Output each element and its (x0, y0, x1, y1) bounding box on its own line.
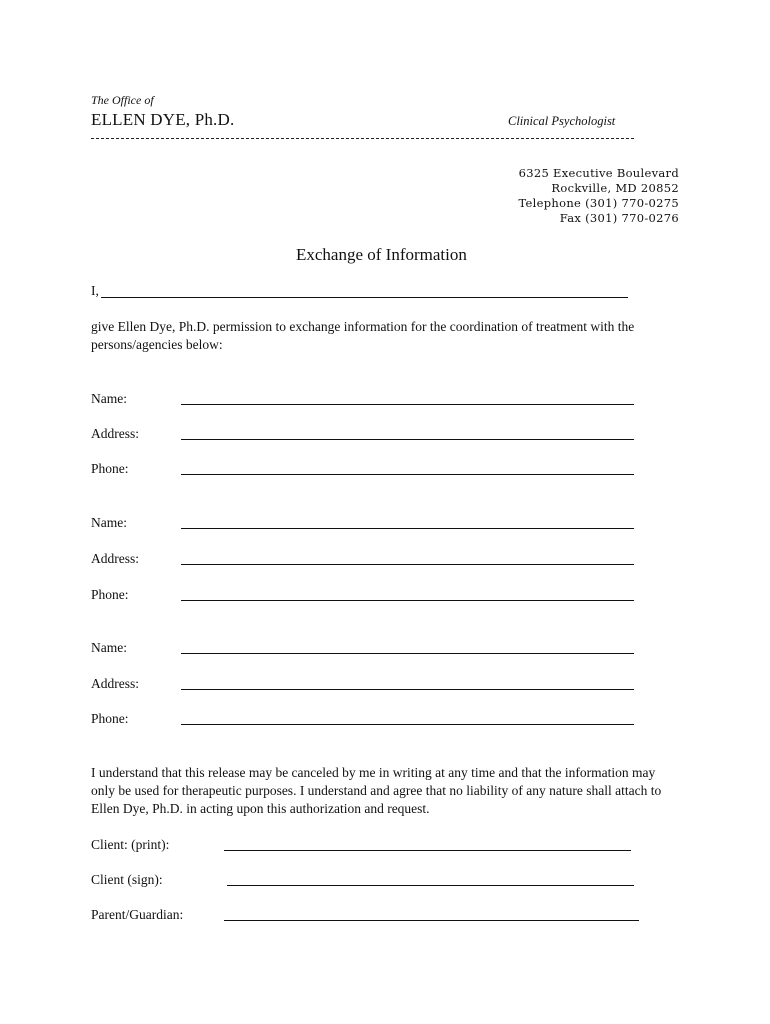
contact-3-address-blank[interactable] (181, 689, 634, 690)
contact-2-address-label: Address: (91, 551, 139, 566)
office-of-label: The Office of (91, 93, 154, 107)
contact-3-phone-label: Phone: (91, 711, 129, 726)
address-telephone: Telephone (301) 770-0275 (518, 196, 679, 210)
contact-3-name-label: Name: (91, 640, 127, 655)
address-city: Rockville, MD 20852 (551, 181, 679, 195)
parent-guardian-blank[interactable] (224, 920, 639, 921)
practitioner-name: ELLEN DYE, Ph.D. (91, 110, 235, 129)
contact-3-phone-blank[interactable] (181, 724, 634, 725)
document-title: Exchange of Information (296, 245, 467, 264)
contact-3-name-blank[interactable] (181, 653, 634, 654)
parent-guardian-label: Parent/Guardian: (91, 907, 184, 922)
address-fax: Fax (301) 770-0276 (559, 211, 679, 225)
client-sign-label: Client (sign): (91, 872, 163, 887)
contact-1-address-blank[interactable] (181, 439, 634, 440)
contact-2-address-blank[interactable] (181, 564, 634, 565)
contact-2-name-blank[interactable] (181, 528, 634, 529)
contact-2-phone-blank[interactable] (181, 600, 634, 601)
permission-paragraph: give Ellen Dye, Ph.D. permission to exchange information for the coordination of treatment with the persons/agencies below: (91, 319, 635, 352)
contact-1-name-label: Name: (91, 391, 127, 406)
contact-2-name-label: Name: (91, 515, 127, 530)
contact-1-name-blank[interactable] (181, 404, 634, 405)
address-street: 6325 Executive Boulevard (518, 166, 679, 180)
address-block (419, 166, 679, 226)
i-prefix: I, (91, 283, 99, 298)
contact-3-address-label: Address: (91, 676, 139, 691)
contact-2-phone-label: Phone: (91, 587, 129, 602)
header-divider (91, 138, 634, 139)
client-sign-blank[interactable] (227, 885, 634, 886)
client-print-label: Client: (print): (91, 837, 170, 852)
contact-1-phone-label: Phone: (91, 461, 129, 476)
client-print-blank[interactable] (224, 850, 631, 851)
release-paragraph: I understand that this release may be canceled by me in writing at any time and that the information may only be used for therapeutic purposes. I understand and agree that no liability of any nature shall attach to Ellen Dye, Ph.D. in acting upon this authorization and request. (91, 765, 662, 816)
contact-1-address-label: Address: (91, 426, 139, 441)
practitioner-title: Clinical Psychologist (508, 114, 616, 128)
contact-1-phone-blank[interactable] (181, 474, 634, 475)
client-name-blank[interactable] (101, 297, 628, 298)
